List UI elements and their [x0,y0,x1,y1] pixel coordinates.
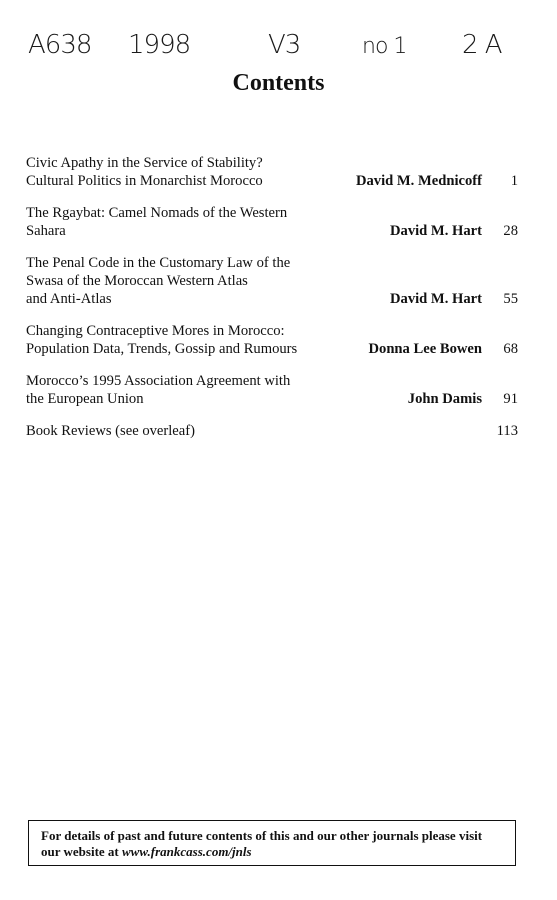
page-number: 68 [503,341,518,357]
article-title-line: and Anti-Atlas [26,291,112,307]
page-number: 28 [503,223,518,239]
handwritten-note: 2 A [462,30,502,60]
article-title-line: Morocco’s 1995 Association Agreement with [26,373,291,389]
toc-entry [26,204,518,240]
article-title-line: Civic Apathy in the Service of Stability? [26,155,263,171]
toc-entry [26,322,518,358]
toc-entry [26,154,518,190]
toc-entry [26,254,518,308]
page-number: 91 [503,391,518,407]
page-number: 113 [496,423,518,439]
website-notice [28,820,516,866]
article-author: David M. Hart [389,223,482,239]
article-author: David M. Hart [389,291,482,307]
toc-entry [26,372,518,408]
entry-meta [482,422,518,440]
entry-meta [408,390,518,408]
toc-entry [26,422,518,440]
article-title-line: Swasa of the Moroccan Western Atlas [26,273,248,289]
article-title-line: Population Data, Trends, Gossip and Rumours [26,341,298,357]
article-title-line: The Penal Code in the Customary Law of the [26,255,291,271]
website-url: www.frankcass.com/jnls [122,844,252,859]
handwritten-note: A638 [28,30,92,60]
handwritten-note: V3 [268,30,301,60]
entry-meta [356,172,518,190]
entry-meta [390,222,518,240]
article-title-line: Sahara [26,223,66,239]
article-title-line: Changing Contraceptive Mores in Morocco: [26,323,285,339]
article-title-line: Cultural Politics in Monarchist Morocco [26,173,263,189]
article-title-line: the European Union [26,391,144,407]
handwritten-note: 1998 [128,30,191,60]
table-of-contents [26,154,518,454]
article-title-line: The Rgaybat: Camel Nomads of the Western [26,205,288,221]
entry-meta [368,340,518,358]
article-title-line: Book Reviews (see overleaf) [26,423,195,439]
entry-meta [390,290,518,308]
page-title: Contents [232,70,325,96]
article-author: John Damis [407,391,482,407]
page-number: 55 [503,291,518,307]
handwritten-note: no 1 [362,34,407,59]
notice-text: For details of past and future contents of this and our other journals please visit our website at [41,828,483,859]
article-author: David M. Mednicoff [355,173,482,189]
article-author: Donna Lee Bowen [368,341,482,357]
page-number: 1 [510,173,518,189]
